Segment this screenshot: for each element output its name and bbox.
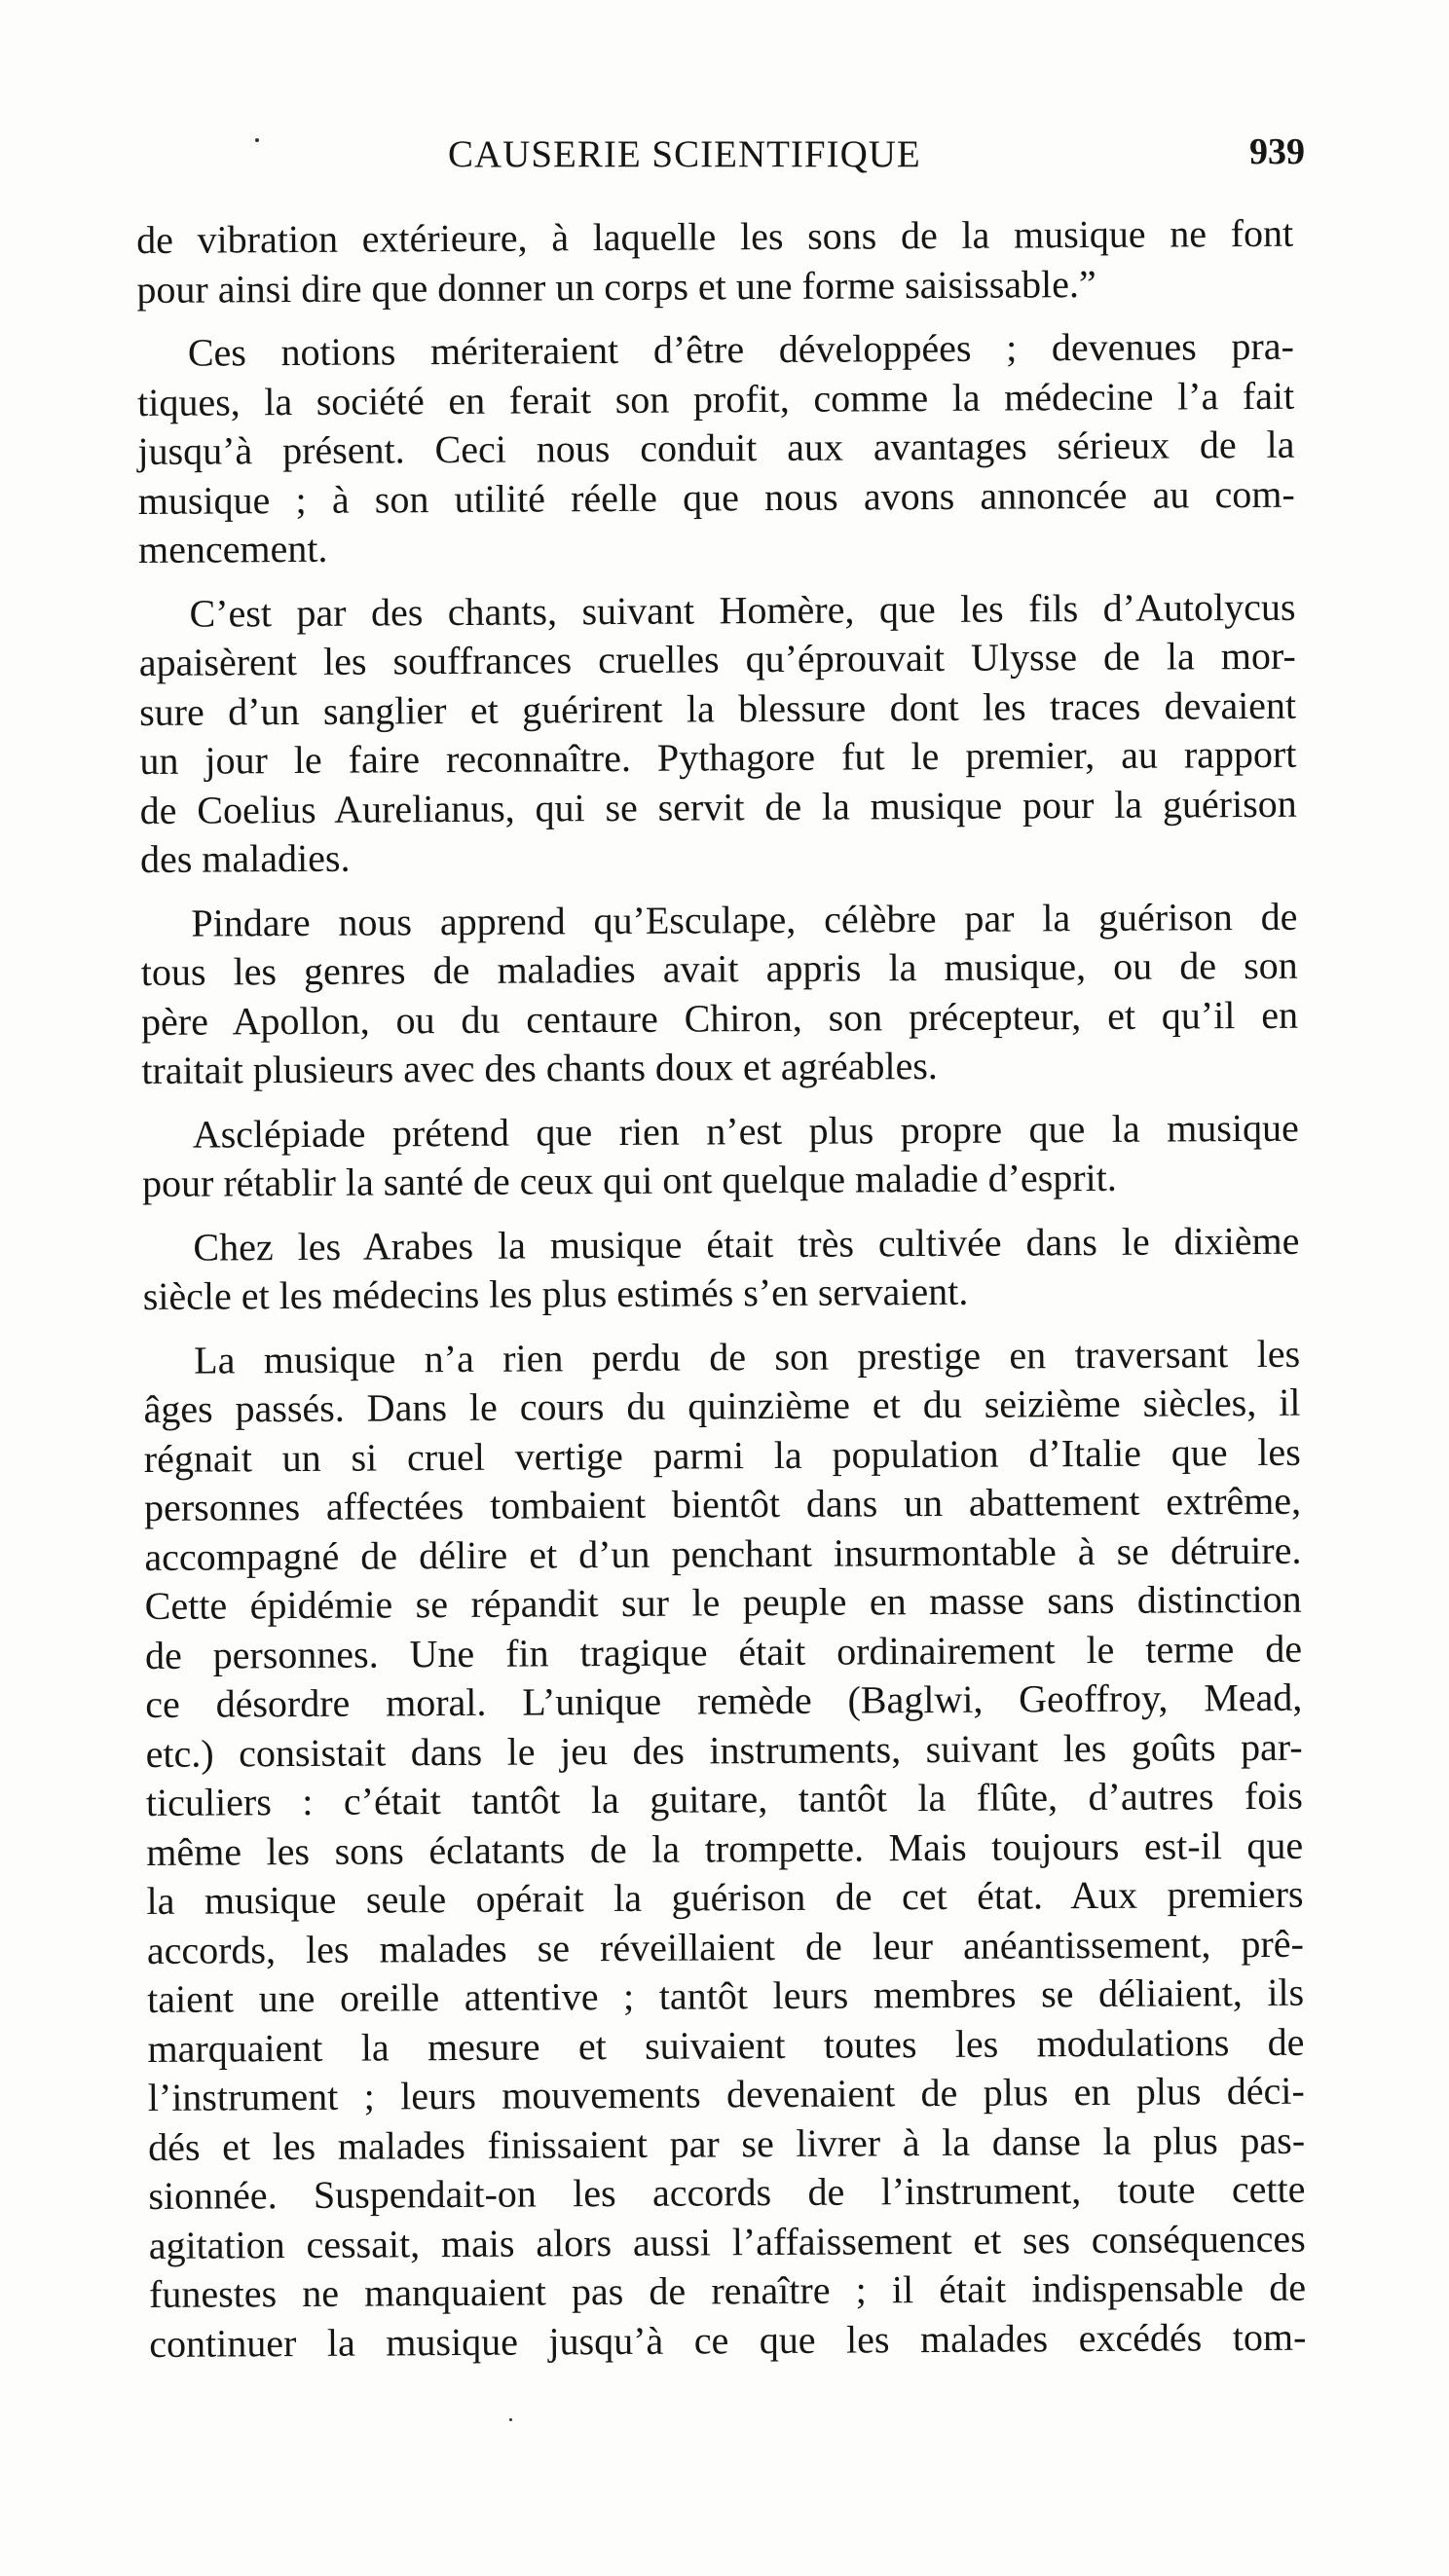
text-line: musique ; à son utilité réelle que nous avons annoncée au com- [137, 471, 1295, 523]
paragraph [142, 1216, 1300, 1321]
text-line: C’est par des chants, suivant Homère, que les fils d’Autolycus [189, 584, 1296, 636]
text-line: siècle et les médecins les plus estimés s’en servaient. [142, 1269, 969, 1318]
paragraph [143, 1329, 1306, 2369]
text-line: la musique seule opérait la guérison de cet état. Aux premiers [146, 1871, 1304, 1923]
text-line: La musique n’a rien perdu de son prestige en traversant les [194, 1331, 1301, 1382]
text-line: apaisèrent les souffrances cruelles qu’éprouvait Ulysse de la mor- [138, 633, 1296, 684]
text-line: pour ainsi dire que donner un corps et une forme saisissable.” [136, 261, 1096, 312]
text-line: mencement. [137, 526, 328, 571]
text-line: accords, les malades se réveillaient de leur anéantissement, prê- [146, 1921, 1304, 1972]
text-line: Asclépiade prétend que rien n’est plus propre que la musique [192, 1105, 1299, 1157]
text-line: taient une oreille attentive ; tantôt leurs membres se déliaient, ils [147, 1969, 1305, 2021]
text-line: un jour le faire reconnaître. Pythagore fut le premier, au rapport [139, 731, 1297, 783]
text-line: sure d’un sanglier et guérirent la blessure dont les traces devaient [138, 682, 1297, 734]
text-line: ticuliers : c’était tantôt la guitare, tantôt la flûte, d’autres fois [145, 1773, 1304, 1824]
text-line: etc.) consistait dans le jeu des instruments, suivant les goûts par- [145, 1724, 1303, 1776]
text-line: agitation cessait, mais alors aussi l’affaissement et ses conséquences [148, 2216, 1306, 2267]
page-number: 939 [1249, 131, 1305, 172]
paragraph [137, 322, 1296, 575]
text-line: de personnes. Une fin tragique était ordinairement le terme de [144, 1626, 1303, 1677]
text-line: l’instrument ; leurs mouvements devenaient de plus en plus déci- [147, 2068, 1305, 2119]
page-header [136, 132, 1305, 191]
text-line: accompagné de délire et d’un penchant insurmontable à se détruire. [144, 1527, 1302, 1579]
text-line: âges passés. Dans le cours du quinzième et du seizième siècles, il [143, 1380, 1301, 1431]
text-line: père Apollon, ou du centaure Chiron, son précepteur, et qu’il en [140, 992, 1299, 1044]
text-line: Ces notions mériteraient d’être développées ; devenues pra- [187, 323, 1294, 375]
text-line: dés et les malades finissaient par se livrer à la danse la plus pas- [147, 2117, 1306, 2169]
paragraph [138, 582, 1297, 884]
paragraph [142, 1103, 1300, 1208]
text-line: Chez les Arabes la musique était très cultivée dans le dixième [193, 1218, 1300, 1270]
paragraph [136, 209, 1294, 314]
text-line: Pindare nous apprend qu’Esculape, célèbre par la guérison de [191, 894, 1298, 945]
text-line: même les sons éclatants de la trompette. Mais toujours est-il que [146, 1822, 1304, 1874]
text-line: jusqu’à présent. Ceci nous conduit aux avantages sérieux de la [137, 422, 1295, 473]
text-line: ce désordre moral. L’unique remède (Baglwi, Geoffroy, Mead, [145, 1674, 1303, 1726]
text-line: continuer la musique jusqu’à ce que les malades excédés tom- [149, 2314, 1307, 2366]
text-line: tiques, la société en ferait son profit, comme la médecine l’a fait [137, 373, 1295, 424]
text-line: des maladies. [139, 835, 351, 881]
text-line: de Coelius Aurelianus, qui se servit de la musique pour la guérison [139, 781, 1297, 832]
text-line: régnait un si cruel vertige parmi la population d’Italie que les [143, 1429, 1301, 1481]
text-line: pour rétablir la santé de ceux qui ont quelque maladie d’esprit. [141, 1155, 1117, 1205]
print-speck [509, 2418, 512, 2421]
body-text [136, 209, 1307, 2383]
text-line: tous les genres de maladies avait appris la musique, ou de son [140, 942, 1298, 994]
text-line: funestes ne manquaient pas de renaître ; il était indispensable de [148, 2264, 1307, 2316]
text-line: sionnée. Suspendait-on les accords de l’instrument, toute cette [148, 2166, 1306, 2218]
text-line: de vibration extérieure, à laquelle les sons de la musique ne font [136, 210, 1294, 262]
text-line: traitait plusieurs avec des chants doux et agréables. [141, 1043, 938, 1092]
text-line: personnes affectées tombaient bientôt dans un abattement extrême, [143, 1478, 1302, 1529]
text-line: marquaient la mesure et suivaient toutes les modulations de [147, 2019, 1305, 2071]
paragraph [140, 892, 1298, 1095]
running-title: CAUSERIE SCIENTIFIQUE [448, 133, 921, 175]
text-line: Cette épidémie se répandit sur le peuple en masse sans distinction [144, 1576, 1302, 1628]
